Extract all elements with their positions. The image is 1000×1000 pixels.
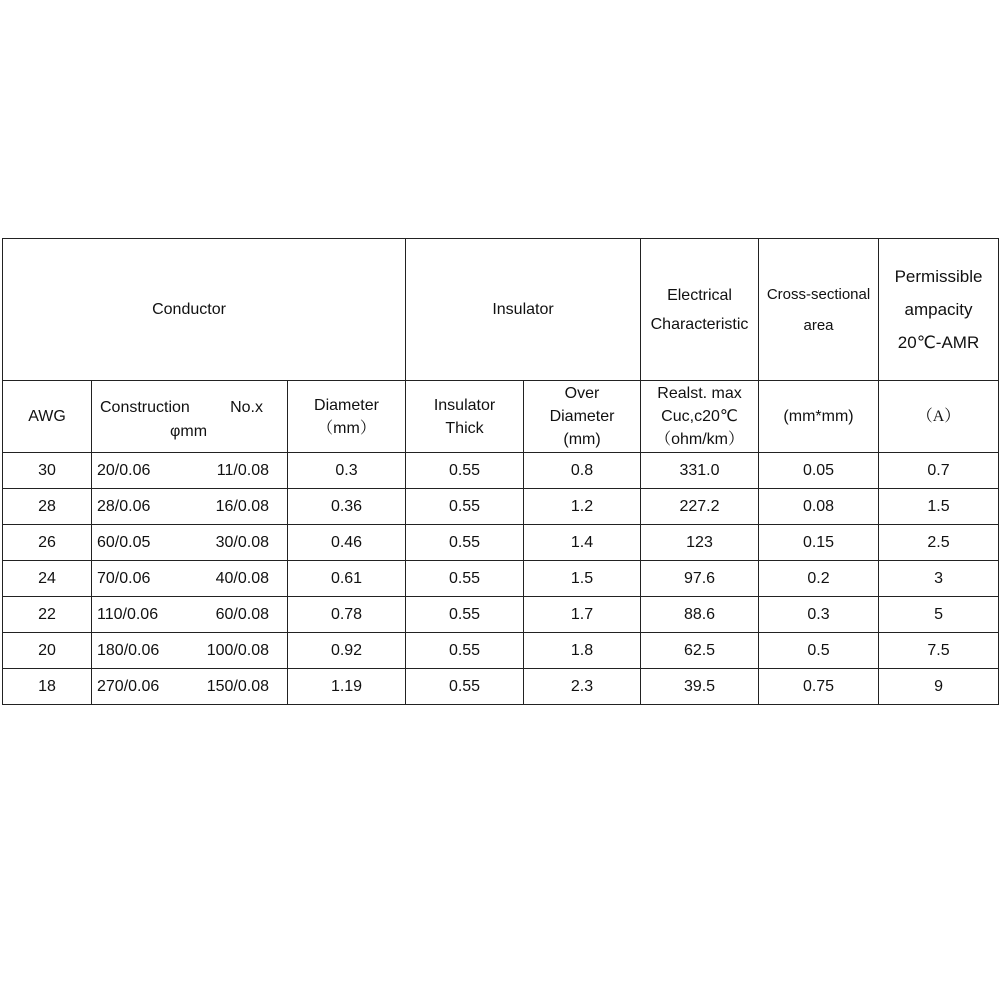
sub-header-row [3, 381, 999, 453]
construction-value-b: 16/0.08 [215, 498, 269, 515]
construction-value-a: 20/0.06 [97, 462, 151, 479]
diameter-cell: 0.36 [288, 489, 406, 525]
area-cell: 0.2 [759, 561, 879, 597]
insulator-thick-header-line1: Insulator [433, 396, 496, 414]
over-diameter-header [524, 381, 641, 453]
resistance-cell: 39.5 [641, 669, 759, 705]
area-cell: 0.15 [759, 525, 879, 561]
diameter-cell: 0.78 [288, 597, 406, 633]
area-cell: 0.75 [759, 669, 879, 705]
over-diameter-cell: 1.7 [524, 597, 641, 633]
table-row [3, 525, 999, 561]
ampacity-cell: 0.7 [879, 453, 999, 489]
diameter-cell: 0.46 [288, 525, 406, 561]
construction-value-a: 180/0.06 [97, 642, 160, 659]
conductor-label: Conductor [152, 301, 226, 318]
amp-unit-label: （A） [916, 408, 961, 425]
ampacity-label-line1: Permissible [894, 267, 983, 286]
construction-cell [92, 453, 288, 489]
group-header-row [3, 239, 999, 381]
area-cell: 0.05 [759, 453, 879, 489]
table-row [3, 669, 999, 705]
resistance-cell: 88.6 [641, 597, 759, 633]
construction-value-b: 30/0.08 [215, 534, 269, 551]
diameter-header-line2: （mm） [317, 419, 376, 437]
resistance-header-line3: （ohm/km） [655, 431, 744, 448]
cross-section-group-header [759, 239, 879, 381]
area-cell: 0.3 [759, 597, 879, 633]
ampacity-cell: 3 [879, 561, 999, 597]
conductor-group-header [3, 239, 406, 381]
resistance-cell: 123 [641, 525, 759, 561]
construction-cell [92, 561, 288, 597]
construction-value-a: 60/0.05 [97, 534, 151, 551]
diameter-cell: 0.92 [288, 633, 406, 669]
ampacity-label-line2: ampacity [904, 300, 973, 319]
awg-header-label: AWG [28, 408, 66, 425]
amp-unit-header [879, 381, 999, 453]
construction-cell [92, 489, 288, 525]
awg-cell: 30 [3, 453, 92, 489]
ampacity-group-header [879, 239, 999, 381]
electrical-label-line2: Characteristic [650, 315, 749, 333]
awg-cell: 28 [3, 489, 92, 525]
awg-cell: 24 [3, 561, 92, 597]
diameter-cell: 0.61 [288, 561, 406, 597]
insulator-thick-cell: 0.55 [406, 669, 524, 705]
over-diameter-cell: 1.2 [524, 489, 641, 525]
cross-section-label-line1: Cross-sectional [766, 285, 871, 303]
area-unit-header [759, 381, 879, 453]
construction-value-b: 40/0.08 [215, 570, 269, 587]
ampacity-label-line3: 20℃-AMR [897, 333, 980, 352]
construction-value-b: 11/0.08 [216, 462, 269, 479]
wire-spec-table [2, 238, 999, 705]
area-cell: 0.08 [759, 489, 879, 525]
diameter-header [288, 381, 406, 453]
diameter-cell: 0.3 [288, 453, 406, 489]
construction-cell [92, 525, 288, 561]
table-row [3, 561, 999, 597]
insulator-group-header [406, 239, 641, 381]
phi-mm-header-label: φmm [170, 423, 208, 440]
area-cell: 0.5 [759, 633, 879, 669]
resistance-header [641, 381, 759, 453]
insulator-thick-cell: 0.55 [406, 561, 524, 597]
awg-header [3, 381, 92, 453]
insulator-label: Insulator [492, 301, 554, 318]
insulator-thick-cell: 0.55 [406, 453, 524, 489]
over-diameter-header-line3: (mm) [563, 431, 601, 448]
ampacity-cell: 9 [879, 669, 999, 705]
construction-cell [92, 669, 288, 705]
awg-cell: 18 [3, 669, 92, 705]
over-diameter-header-line1: Over [564, 385, 600, 402]
resistance-cell: 62.5 [641, 633, 759, 669]
over-diameter-cell: 2.3 [524, 669, 641, 705]
insulator-thick-header-line2: Thick [445, 419, 484, 437]
over-diameter-cell: 1.8 [524, 633, 641, 669]
construction-value-a: 70/0.06 [97, 570, 151, 587]
nox-header-label: No.x [230, 399, 263, 416]
ampacity-cell: 7.5 [879, 633, 999, 669]
construction-cell [92, 597, 288, 633]
insulator-thick-cell: 0.55 [406, 489, 524, 525]
construction-value-b: 100/0.08 [206, 642, 269, 659]
insulator-thick-cell: 0.55 [406, 633, 524, 669]
over-diameter-cell: 0.8 [524, 453, 641, 489]
over-diameter-header-line2: Diameter [549, 408, 615, 425]
awg-cell: 22 [3, 597, 92, 633]
resistance-header-line1: Realst. max [657, 385, 742, 402]
resistance-header-line2: Cuc,c20℃ [661, 408, 738, 425]
electrical-label-line1: Electrical [667, 286, 732, 304]
ampacity-cell: 5 [879, 597, 999, 633]
construction-header-label: Construction [100, 399, 190, 416]
ampacity-cell: 2.5 [879, 525, 999, 561]
insulator-thick-cell: 0.55 [406, 525, 524, 561]
table-row [3, 453, 999, 489]
over-diameter-cell: 1.5 [524, 561, 641, 597]
construction-value-a: 28/0.06 [97, 498, 151, 515]
construction-value-a: 110/0.06 [97, 606, 159, 623]
resistance-cell: 97.6 [641, 561, 759, 597]
awg-cell: 20 [3, 633, 92, 669]
construction-header [92, 381, 288, 453]
ampacity-cell: 1.5 [879, 489, 999, 525]
insulator-thick-cell: 0.55 [406, 597, 524, 633]
diameter-cell: 1.19 [288, 669, 406, 705]
insulator-thick-header [406, 381, 524, 453]
construction-value-b: 60/0.08 [215, 606, 269, 623]
electrical-group-header [641, 239, 759, 381]
resistance-cell: 331.0 [641, 453, 759, 489]
table-row [3, 597, 999, 633]
diameter-header-line1: Diameter [314, 396, 379, 414]
cross-section-label-line2: area [803, 316, 834, 334]
construction-value-b: 150/0.08 [206, 678, 269, 695]
construction-cell [92, 633, 288, 669]
area-unit-label: (mm*mm) [783, 408, 854, 425]
construction-value-a: 270/0.06 [97, 678, 160, 695]
awg-cell: 26 [3, 525, 92, 561]
table-row [3, 633, 999, 669]
resistance-cell: 227.2 [641, 489, 759, 525]
table-row [3, 489, 999, 525]
over-diameter-cell: 1.4 [524, 525, 641, 561]
